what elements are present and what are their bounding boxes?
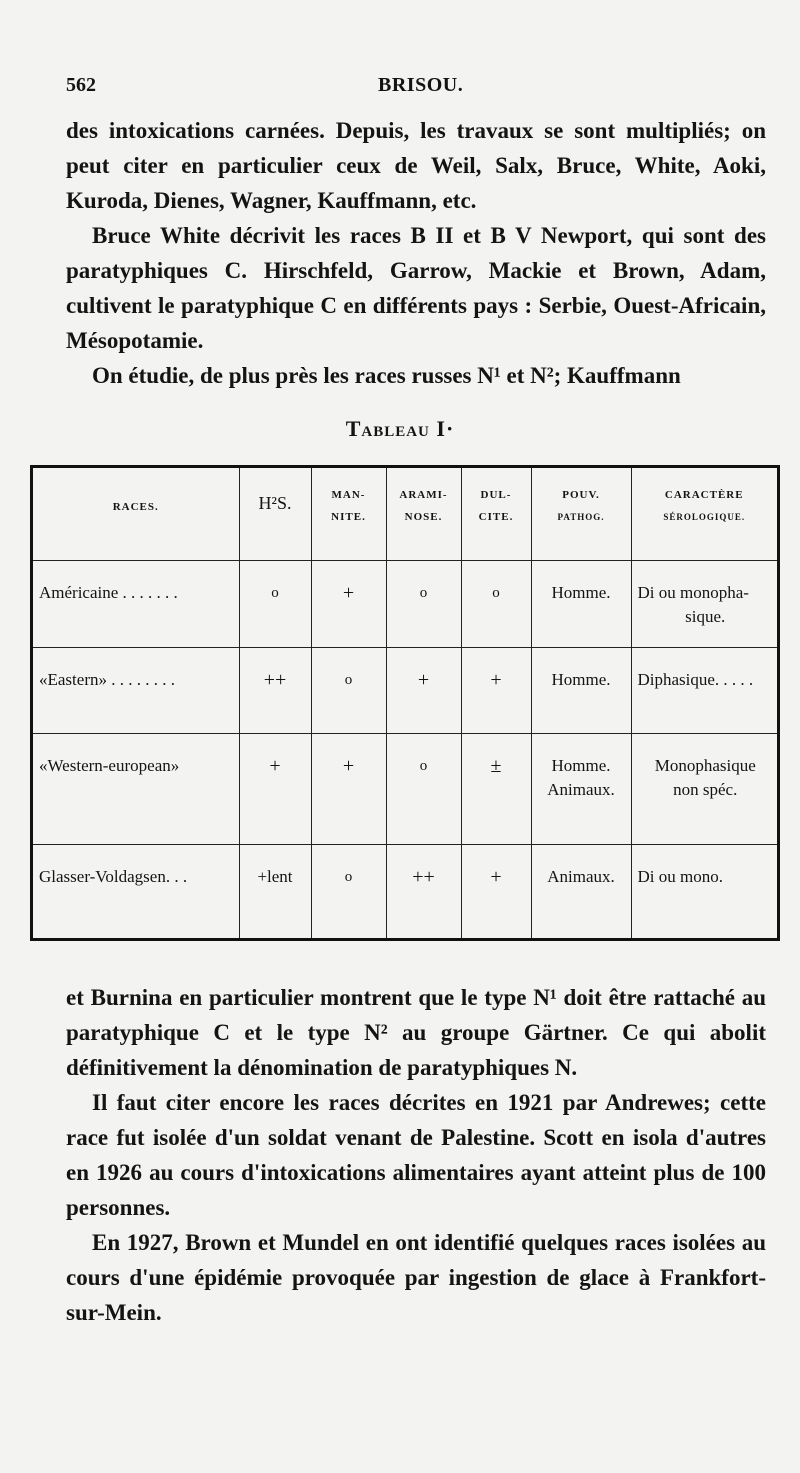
cell-caractere: [631, 845, 777, 939]
cell-h2s: +lent: [239, 845, 311, 939]
cell-arabinose: ++: [386, 845, 461, 939]
cell-dulcite: +: [461, 845, 531, 939]
header-pouvoir-l2: PATHOG.: [557, 512, 605, 522]
cell-arabinose: +: [386, 648, 461, 734]
cell-mannite: o: [311, 648, 386, 734]
cell-caractere-line: sique.: [685, 607, 726, 626]
header-h2s: H²S.: [239, 468, 311, 561]
header-dulcite: [461, 468, 531, 561]
page-number: 562: [66, 74, 96, 96]
cell-h2s: +: [239, 734, 311, 844]
header-caractere: [631, 468, 777, 561]
paragraph: On étudie, de plus près les races russes N¹ et N²; Kauffmann: [92, 363, 681, 388]
header-mannite: [311, 468, 386, 561]
cell-race: «Western-european»: [39, 756, 180, 775]
cell-caractere: [631, 561, 777, 647]
cell-dulcite: o: [461, 561, 531, 647]
table-row: [33, 845, 777, 939]
running-title: BRISOU.: [378, 74, 464, 96]
header-caractere-l2: SÉROLOGIQUE.: [663, 512, 746, 522]
cell-mannite: o: [311, 845, 386, 939]
cell-pouvoir-line: Homme.: [551, 669, 611, 689]
races-table: [33, 468, 777, 938]
cell-caractere-line: Di ou mono.: [637, 866, 723, 886]
cell-pouvoir-line: Homme.: [551, 583, 611, 602]
top-text-block: [66, 113, 766, 393]
header-dulcite-l2: CITE.: [478, 511, 514, 523]
table-caption-number: I·: [436, 416, 455, 441]
bottom-text-block: [66, 980, 766, 1330]
cell-caractere: [631, 648, 777, 734]
cell-caractere-line: Diphasique. . . . .: [637, 669, 754, 689]
cell-mannite: +: [311, 734, 386, 844]
cell-arabinose: o: [386, 734, 461, 844]
cell-race: Américaine . . . . . . .: [39, 583, 178, 602]
cell-h2s: ++: [239, 648, 311, 734]
cell-pouvoir: [531, 845, 631, 939]
cell-h2s: o: [239, 561, 311, 647]
paragraph: des intoxications carnées. Depuis, les travaux se sont multipliés; on peut citer en particulier ceux de Weil, Salx, Bruce, White, Aoki, Kuroda, Dienes, Wagner, Kauffmann, etc.: [66, 118, 766, 213]
cell-caractere-line: non spéc.: [673, 780, 738, 799]
header-dulcite-l1: DUL-: [480, 489, 512, 501]
paragraph: Il faut citer encore les races décrites en 1921 par Andrewes; cette race fut isolée d'un soldat venant de Palestine. Scott en isola d'autres en 1926 au cours d'intoxications alimentaires ayant atteint plus de 100 personnes.: [66, 1090, 766, 1220]
cell-mannite: +: [311, 561, 386, 647]
header-races: RACES.: [112, 501, 159, 513]
header-arabinose: [386, 468, 461, 561]
table-row: [33, 648, 777, 734]
cell-caractere-line: Monophasique: [654, 756, 756, 775]
cell-race: «Eastern» . . . . . . . .: [39, 669, 175, 689]
table-header-row: [33, 468, 777, 561]
table-caption-word: Tableau: [345, 416, 430, 441]
cell-caractere-line: Di ou monopha-: [637, 583, 749, 602]
table-row: [33, 734, 777, 844]
cell-pouvoir-line: Animaux.: [547, 780, 615, 799]
running-head: [66, 74, 766, 100]
header-mannite-l2: NITE.: [331, 511, 366, 523]
header-mannite-l1: MAN-: [331, 489, 366, 501]
table-caption: [0, 416, 800, 442]
cell-pouvoir: [531, 648, 631, 734]
header-pouvoir: [531, 468, 631, 561]
header-caractere-l1: CARACTÈRE: [664, 489, 744, 501]
cell-pouvoir-line: Homme.: [551, 756, 611, 775]
paragraph: et Burnina en particulier montrent que le type N¹ doit être rattaché au paratyphique C et le type N² au groupe Gärtner. Ce qui abolit définitivement la dénomination de paratyphiques N.: [66, 985, 766, 1080]
table-row: [33, 561, 777, 647]
paragraph: Bruce White décrivit les races B II et B V Newport, qui sont des paratyphiques C. Hirschfeld, Garrow, Mackie et Brown, Adam, cultivent le paratyphique C en différents pays : Serbie, Ouest-Africain, Mésopotamie.: [66, 223, 766, 353]
header-arabinose-l2: NOSE.: [404, 511, 443, 523]
cell-arabinose: o: [386, 561, 461, 647]
table-frame: [30, 465, 780, 941]
paragraph: En 1927, Brown et Mundel en ont identifié quelques races isolées au cours d'une épidémie provoquée par ingestion de glace à Frankfort-sur-Mein.: [66, 1230, 766, 1325]
cell-dulcite: +: [461, 648, 531, 734]
header-arabinose-l1: ARAMI-: [399, 489, 448, 501]
cell-pouvoir: [531, 561, 631, 647]
cell-pouvoir: [531, 734, 631, 844]
cell-race: Glasser-Voldagsen. . .: [39, 866, 188, 886]
cell-caractere: [631, 734, 777, 844]
cell-pouvoir-line: Animaux.: [547, 866, 615, 886]
cell-dulcite: ±: [461, 734, 531, 844]
header-pouvoir-l1: POUV.: [562, 489, 600, 501]
